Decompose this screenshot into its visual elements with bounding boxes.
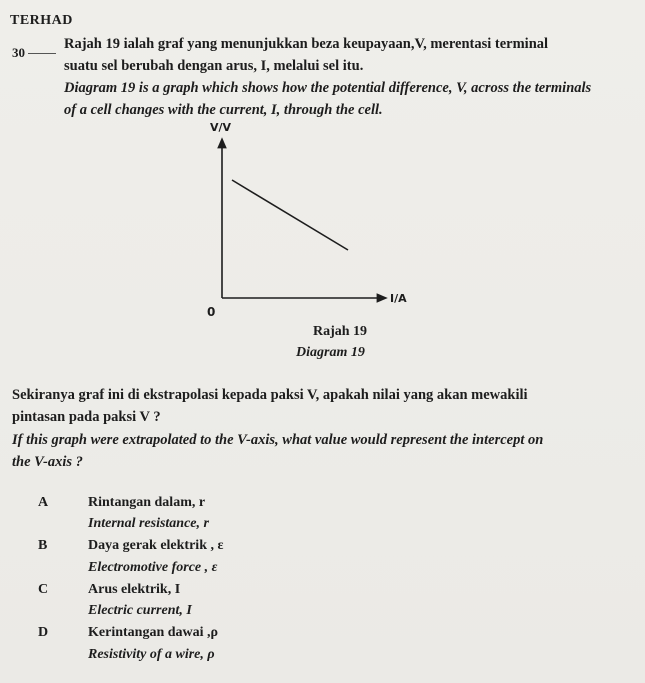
- option-malay: Daya gerak elektrik , ε: [88, 538, 224, 553]
- origin-label: 0: [207, 305, 216, 319]
- option-letter: C: [38, 582, 49, 597]
- x-axis-label: I/A: [390, 292, 407, 305]
- followup-malay-line-1: Sekiranya graf ini di ekstrapolasi kepada paksi V, apakah nilai yang akan mewakili: [12, 387, 528, 403]
- question-number-rule: [28, 53, 56, 54]
- y-axis-label: V/V: [210, 121, 232, 134]
- option-malay: Kerintangan dawai ,ρ: [88, 625, 219, 640]
- option-malay: Arus elektrik, I: [88, 582, 181, 597]
- followup-malay-line-2: pintasan pada paksi V ?: [12, 409, 161, 425]
- option-letter: B: [38, 538, 48, 553]
- option-letter: A: [38, 495, 49, 510]
- question-english-line-2: of a cell changes with the current, I, through the cell.: [64, 102, 383, 118]
- question-number: 30: [12, 45, 25, 60]
- followup-english-line-2: the V-axis ?: [12, 454, 83, 470]
- option-english: Resistivity of a wire, ρ: [88, 647, 215, 662]
- diagram-caption-malay: Rajah 19: [313, 324, 368, 339]
- vi-graph: [195, 120, 435, 320]
- option-letter: D: [38, 625, 49, 640]
- followup-english-line-1: If this graph were extrapolated to the V-axis, what value would represent the intercept on: [12, 432, 544, 448]
- option-english: Electromotive force , ε: [88, 560, 218, 575]
- restricted-stamp: TERHAD: [10, 13, 73, 28]
- diagram-caption-english: Diagram 19: [296, 345, 365, 360]
- option-english: Internal resistance, r: [88, 516, 209, 531]
- option-english: Electric current, I: [88, 603, 192, 618]
- option-malay: Rintangan dalam, r: [88, 495, 206, 510]
- graph-line: [232, 180, 348, 250]
- question-malay-line-2: suatu sel berubah dengan arus, I, melalui sel itu.: [64, 58, 364, 74]
- question-english-line-1: Diagram 19 is a graph which shows how the potential difference, V, across the terminals: [64, 80, 592, 96]
- question-malay-line-1: Rajah 19 ialah graf yang menunjukkan beza keupayaan,V, merentasi terminal: [64, 36, 549, 52]
